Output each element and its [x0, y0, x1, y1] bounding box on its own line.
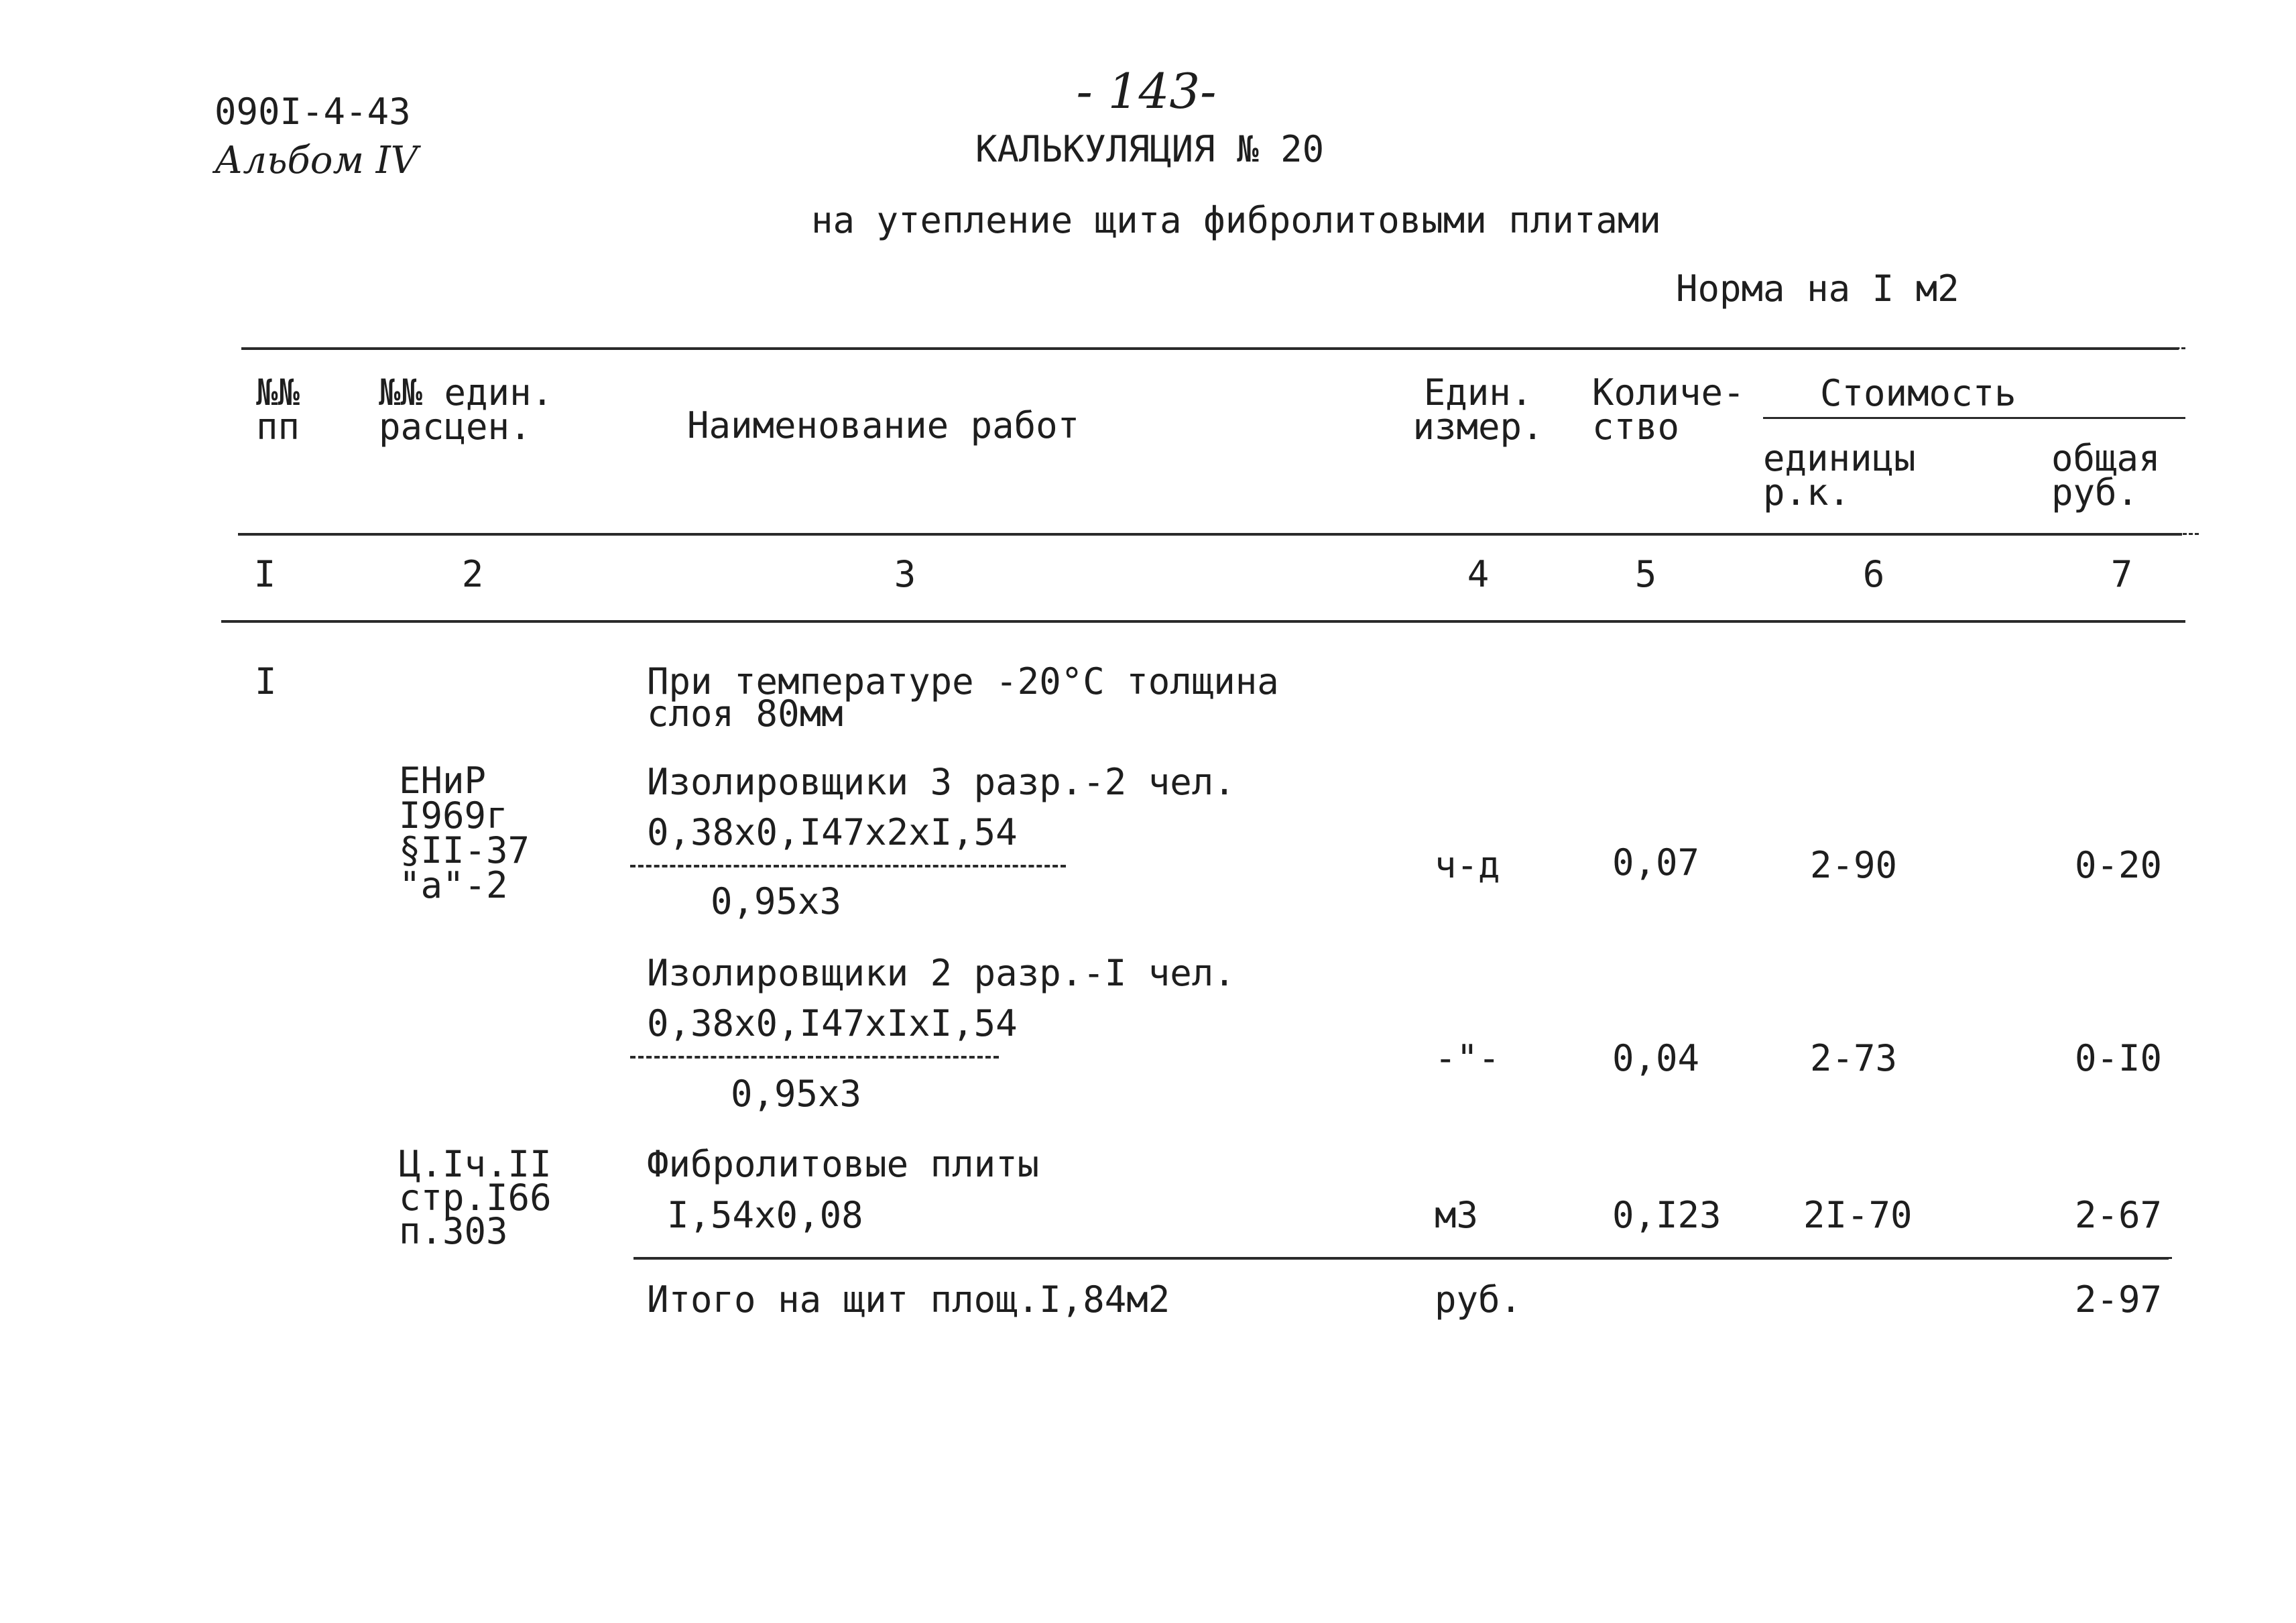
document-subtitle: на утепление щита фибролитовыми плитами — [811, 199, 1661, 241]
row3-unit-price: 2I-70 — [1803, 1194, 1913, 1236]
row1-code-line4: "а"-2 — [399, 864, 508, 906]
header-col-quantity: Количе- ство — [1592, 371, 1745, 448]
document-code: 090I-4-43 — [215, 91, 411, 133]
row1-unit: ч-д — [1435, 844, 1500, 886]
row1-work-name: Изолировщики 3 разр.-2 чел. — [647, 761, 1235, 803]
row3-code-line3: п.303 — [399, 1210, 508, 1252]
row2-work-name: Изолировщики 2 разр.-I чел. — [647, 952, 1235, 994]
table-top-rule — [241, 347, 2179, 350]
row2-formula-numerator: 0,38х0,I47хIхI,54 — [647, 1002, 1018, 1044]
col-number-2: 2 — [461, 553, 484, 595]
header-col-unit: Един. измер. — [1412, 371, 1544, 448]
col-number-6: 6 — [1862, 553, 1885, 595]
row2-unit: -"- — [1435, 1037, 1500, 1079]
header-col-unit-price: единицы р.к. — [1763, 437, 1916, 514]
row3-work-name: Фибролитовые плиты — [647, 1143, 1040, 1185]
norm-label: Норма на I м2 — [1676, 267, 1959, 310]
row3-code-line1: Ц.Iч.II — [399, 1143, 552, 1185]
row2-total: 0-I0 — [2075, 1037, 2163, 1079]
row3-total: 2-67 — [2075, 1194, 2163, 1236]
header-col-number: №№ пп — [256, 371, 300, 448]
section-number: I — [255, 660, 277, 703]
row1-total: 0-20 — [2075, 844, 2163, 886]
row1-code-line1: ЕНиР — [399, 760, 487, 802]
total-label: Итого на щит площ.I,84м2 — [647, 1278, 1170, 1321]
total-rule — [633, 1257, 2169, 1260]
col-number-4: 4 — [1467, 553, 1490, 595]
row1-fraction-bar — [630, 865, 1066, 867]
page-number: - 143- — [1076, 63, 1217, 119]
row3-unit: м3 — [1435, 1194, 1479, 1236]
col-number-7: 7 — [2110, 553, 2133, 595]
row1-quantity: 0,07 — [1612, 841, 1700, 884]
col-number-1: I — [253, 553, 276, 595]
row3-formula: I,54х0,08 — [667, 1194, 863, 1236]
section-title-line1: При температуре -20°С толщина — [647, 660, 1279, 703]
column-numbers-rule — [221, 620, 2185, 623]
document-title: КАЛЬКУЛЯЦИЯ № 20 — [975, 128, 1325, 170]
album-label: Альбом IV — [215, 139, 418, 182]
row3-quantity: 0,I23 — [1612, 1194, 1721, 1236]
row2-unit-price: 2-73 — [1810, 1037, 1898, 1079]
header-cost-group: Стоимость — [1820, 372, 2016, 414]
row2-quantity: 0,04 — [1612, 1037, 1700, 1079]
total-unit: руб. — [1435, 1278, 1522, 1321]
col-number-5: 5 — [1634, 553, 1657, 595]
row2-formula-denominator: 0,95х3 — [731, 1073, 862, 1115]
total-rule-tail — [2112, 1257, 2172, 1259]
header-col-rate-code: №№ един. расцен. — [379, 371, 554, 448]
header-col-total: общая руб. — [2051, 437, 2161, 514]
table-top-rule-tail — [2112, 347, 2185, 349]
row1-unit-price: 2-90 — [1810, 844, 1898, 886]
header-col-work-name: Наименование работ — [687, 404, 1080, 446]
row2-fraction-bar — [630, 1056, 999, 1059]
cost-group-rule — [1763, 417, 2185, 419]
row1-code-line2: I969г — [399, 794, 508, 837]
row1-formula-denominator: 0,95х3 — [711, 880, 842, 922]
total-value: 2-97 — [2075, 1278, 2163, 1321]
row1-formula-numerator: 0,38х0,I47х2хI,54 — [647, 811, 1018, 853]
header-bottom-rule-dashed — [1756, 533, 2199, 535]
col-number-3: 3 — [894, 553, 916, 595]
row1-code-line3: §II-37 — [399, 829, 530, 871]
section-title-line2: слоя 80мм — [647, 693, 843, 735]
row3-code-line2: стр.I66 — [399, 1177, 552, 1219]
